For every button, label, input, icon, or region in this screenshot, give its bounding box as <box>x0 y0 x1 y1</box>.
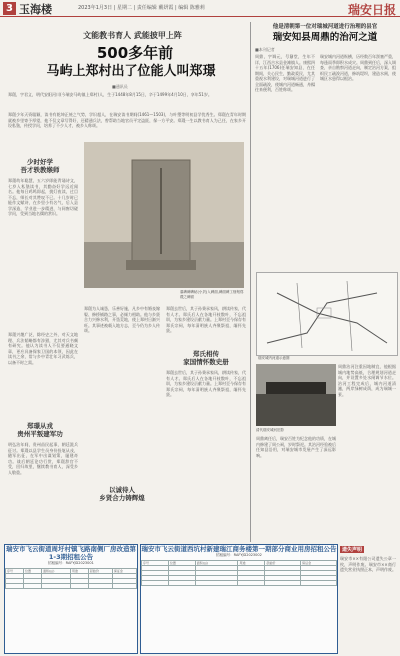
lead-body-2: 郑璟幼年聪慧，五六岁即能背诵诗文，七岁入私塾读书，其勤奋好学远近闻名。他每日鸡鸣即起，挑灯夜读，过目不忘，师长对其赞叹不已。十几岁时已能作文赋诗，在乡里小有名气，后入县学深造，学业进一步精进，与同窗切磋学问，受到当地名儒的赏识。 <box>8 178 78 216</box>
river-map-caption: 瑞安城内河道示意图 <box>258 356 290 360</box>
ad-center <box>140 544 338 654</box>
lead-byline: ■通讯员 <box>112 84 128 89</box>
lead-body-3: 郑璟兴趣广泛，除经史之外，对天文地理、兵法韬略都有涉猎，尤其对兵书颇有研究。他认为读书人不仅要通晓文章，更应具备保家卫国的本领，因此在读书之余，常与乡中青壮年习武练兵，以备不时之需。 <box>8 332 78 365</box>
lead-subhead-4: 郑氏相传 家国情怀数史册 <box>183 350 229 366</box>
lead-body-6-col3: 郑璟去世后，其子孙秉承家风，耕读传家，代有人才。郑氏后人在各地开枝散叶，不忘祖训，为家乡建设贡献力量。上郑村至今保存有郑氏宗祠，每年清明族人齐聚祭祖，缅怀先贤。 <box>166 306 246 333</box>
lead-kicker: 文能教书育人 武能披甲上阵 <box>83 31 182 40</box>
right-body-3: 周鼎治河注重因地制宜，他根据城内地势高低，合理规划河道走向，并设置多处水闸调节水位。治河工程完成后，城内河道清澈，两岸绿树成荫，成为瑞城一景。 <box>338 364 396 397</box>
lead-headline-2: 马屿上郑村出了位能人叫郑璟 <box>46 64 216 79</box>
lead-subhead-3: 以诚待人 乡贤合力铸辉煌 <box>99 486 145 502</box>
section-title: 玉海楼 <box>19 3 52 16</box>
column-divider <box>250 22 251 542</box>
ad-center-title: 瑞安市飞云街道西坑村新建瑞江商务楼第一期部分商业用房招租公告 <box>141 545 337 553</box>
right-byline: ■本刊记者 <box>255 47 275 52</box>
notice-text: 瑞安市××有限公司遗失公章一枚，声明作废。瑞安市××商行遗失营业执照正本，声明作废。 <box>340 556 396 572</box>
ad-left-sub: 招租编号：RAFYJD2023001 <box>48 561 94 565</box>
stele-photo <box>84 142 244 288</box>
river-map <box>256 272 398 356</box>
lead-headline-1: 500多年前 <box>96 44 174 62</box>
ad-center-table: 序号 位置 面积(㎡) 用途 起始价 保证金 <box>141 560 337 586</box>
old-city-photo <box>256 364 336 426</box>
masthead-logo: 瑞安日报 <box>347 3 396 17</box>
ad-center-sub: 招租编号：RAFYJD2023002 <box>216 553 262 557</box>
right-headline: 瑞安知县周鼎的治河之道 <box>272 32 378 43</box>
stele-image <box>84 142 244 288</box>
old-photo-caption: 清代瑞安城河旧影 <box>256 428 284 432</box>
ad-left-table: 序号 位置 面积(㎡) 用途 起始价 保证金 <box>5 568 137 589</box>
stele-caption: 墓碑碑碑帖(小贝)入碑面,碑面碑工细刻郑璟之碑面 <box>180 290 244 299</box>
right-body-1: 周鼎，字调元，号鼐堂，生年不详，江西吉水县金滩镇人。康熙四十五年(1706)任瑞安知县，在任期间，关心民生，勤政爱民，尤其重视水利建设，对瑞城河道进行了全面疏浚，使城内河道畅通，舟楫往来便利，百姓称颂。 <box>255 54 315 92</box>
lead-body-7-col3: 郑璟去世后，其子孙秉承家风，耕读传家，代有人才。郑氏后人在各地开枝散叶，不忘祖训，为家乡建设贡献力量。上郑村至今保存有郑氏宗祠，每年清明族人齐聚祭祖，缅怀先贤。 <box>166 370 246 397</box>
page-number: 3 <box>3 2 16 15</box>
right-body-4: 周鼎离任后，瑞安百姓为纪念他的功绩，在城内修建了周公祠，岁时祭祀。其治河经验被后任知县沿用，对瑞安城市发展产生了深远影响。 <box>256 436 336 458</box>
issue-meta: 2023年1月3日 | 星期二 | 责任编辑 戴妍霞 | 编辑 陈雅莉 <box>78 5 205 11</box>
right-body-2: 瑞安城内河道纵横，历经数百年淤塞严重，每逢雨季即积水成灾。周鼎到任后，深入调查，亲自勘察河道走向，制定治河方案，组织民工疏浚河道，修筑堤坝，建造水闸，使城区水患得以根治。 <box>320 54 396 81</box>
river-map-drawing <box>257 273 397 355</box>
page-header <box>0 0 400 17</box>
lead-intro: 郑璟，字君义，明代安阳河川(今瑞安马屿镇上郑村)人，生于1448年8月15日，卒于1499年4月10日，享年51岁。 <box>8 92 212 97</box>
lead-body-1: 郑璟少年天资聪颖，读书有乾坤正统之气势，学识超人，在瑞安读书期间(1461—1503)，与叶塑等明初县学优秀生。郑璟在青年时期就被乡里寄予厚望，他不仅文章写得好，还精通兵法，曾帮助当地官员平定盗匪，保一方平安。郑璟一生以教书育人为己任，在家乡开设私塾，传授学问，培养了不少人才，被乡人称颂。 <box>8 112 246 128</box>
lead-body-4: 明弘治年间，贵州苗民起事，朝廷派兵征讨。郑璟以县学生员身份投笔从戎，随军出征，在军中出谋划策，屡建奇功。战后朝廷论功行赏，郑璟辞官不受，回归故里，继续教书育人，深受乡人敬重。 <box>8 442 78 475</box>
notice-tag: 遗失声明 <box>342 547 363 553</box>
lead-subhead-2: 郑璟从戎 贵州平叛建军功 <box>17 422 63 438</box>
ad-left <box>4 544 138 654</box>
lead-subhead-1: 少时好学 吾才轶教缑师 <box>20 158 60 174</box>
lead-body-5-col2: 郑璟为人诚恳，乐善好施，凡乡中有婚丧嫁娶、修桥铺路之事，必倾力相助。他与乡贤合力兴修水利，开垦荒地，使上郑村日渐兴旺。其事迹被载入地方志，至今仍为乡人传颂。 <box>84 306 160 333</box>
right-kicker: 他是清朝第一位对瑞城河道进行治理的县官 <box>272 24 378 30</box>
old-city-image <box>256 364 336 426</box>
ad-left-title: 瑞安市飞云街道周圩村镇飞路南侧厂房改造第1-3期招租公告 <box>6 545 136 561</box>
